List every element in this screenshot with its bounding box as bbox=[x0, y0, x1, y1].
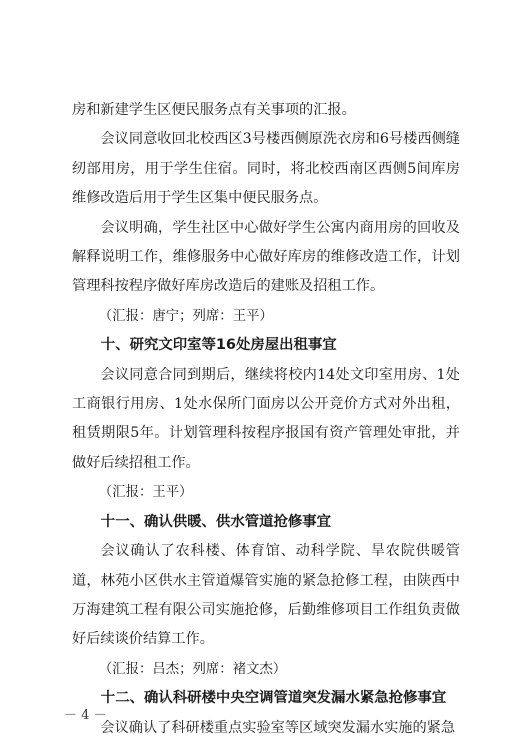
paragraph: 会议明确，学生社区中心做好学生公寓内商用房的回收及解释说明工作，维修服务中心做好库房的维修改造工作，计划管理科按程序做好库房改造后的建账及招租工作。 bbox=[72, 219, 460, 295]
paragraph: 会议同意合同到期后，继续将校内14处文印室用房、1处工商银行用房、1处水保所门面房以公开竞价方式对外出租，租赁期限5年。计划管理科按程序报国有资产管理处审批，并做好后续招租工作。 bbox=[72, 366, 460, 471]
section-heading: 十、研究文印室等16处房屋出租事宜 bbox=[100, 337, 337, 354]
paragraph: 会议确认了科研楼重点实验室等区域突发漏水实施的紧急 bbox=[100, 719, 456, 736]
reporter-note: （汇报：王平） bbox=[98, 485, 193, 501]
section-heading: 十一、确认供暖、供水管道抢修事宜 bbox=[100, 513, 332, 530]
reporter-note: （汇报：吕杰；列席：褚文杰） bbox=[98, 661, 287, 677]
paragraph: 会议确认了农科楼、体育馆、动科学院、旱农院供暖管道，林苑小区供水主管道爆管实施的紧急抢修工程，由陕西中万海建筑工程有限公司实施抢修，后勤维修项目工作组负责做好后续谈价结算工作。 bbox=[72, 543, 460, 648]
document-body bbox=[72, 96, 460, 743]
reporter-note: （汇报：唐宁；列席：王平） bbox=[98, 308, 273, 324]
section-heading: 十二、确认科研楼中央空调管道突发漏水紧急抢修事宜 bbox=[100, 690, 447, 707]
paragraph: 会议同意收回北校西区3号楼西侧原洗衣房和6号楼西侧缝纫部用房，用于学生住宿。同时，将北校西南区西侧5间库房维修改造后用于学生区集中便民服务点。 bbox=[72, 131, 460, 207]
paragraph: 房和新建学生区便民服务点有关事项的汇报。 bbox=[72, 102, 356, 118]
page-number: － 4 － bbox=[64, 708, 107, 723]
